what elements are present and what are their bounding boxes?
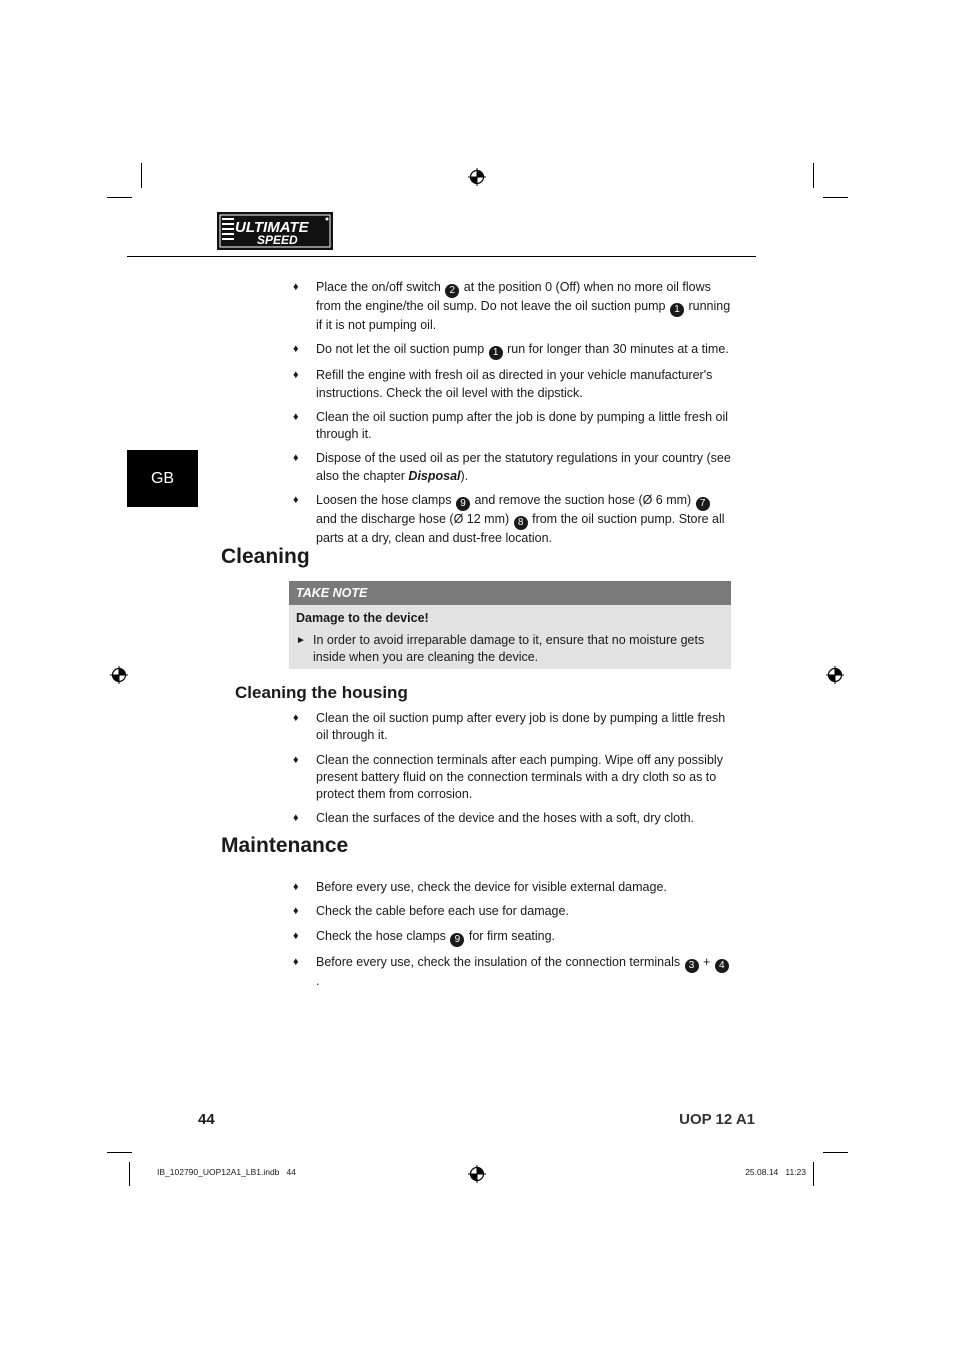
- brand-logo: [217, 212, 333, 250]
- diamond-bullet-icon: ♦: [293, 281, 299, 293]
- section-title-cleaning: Cleaning: [221, 545, 310, 568]
- part-number-badge: 1: [489, 346, 503, 360]
- diamond-bullet-icon: ♦: [293, 712, 299, 724]
- diamond-bullet-icon: ♦: [293, 881, 299, 893]
- registration-mark-icon: [468, 168, 486, 186]
- diamond-bullet-icon: ♦: [293, 494, 299, 507]
- registration-mark-icon: [110, 666, 128, 684]
- list-item: ♦ Clean the connection terminals after each pumping. Wipe off any possibly present battery fluid on the connection terminals with a dry cloth so as to protect them from corrosion.: [293, 752, 723, 802]
- language-tab: GB: [127, 450, 198, 507]
- part-number-badge: 3: [685, 959, 699, 973]
- diamond-bullet-icon: ♦: [293, 929, 299, 942]
- diamond-bullet-icon: ♦: [293, 452, 299, 465]
- take-note-box: [289, 581, 731, 669]
- part-number-badge: 8: [514, 516, 528, 530]
- list-item: ♦ Place the on/off switch 2 at the position 0 (Off) when no more oil flows from the engine/the oil sump. Do not leave the oil suction pump 1 running if it is not pumping oil.: [293, 280, 731, 332]
- part-number-badge: 4: [715, 959, 729, 973]
- part-number-badge: 2: [445, 284, 459, 298]
- diamond-bullet-icon: ♦: [293, 410, 299, 423]
- list-item: ♦ Do not let the oil suction pump 1 run for longer than 30 minutes at a time.: [293, 342, 729, 359]
- list-item: ♦ Before every use, check the device for visible external damage.: [293, 879, 733, 896]
- part-number-badge: 7: [696, 497, 710, 511]
- housing-bullet-list: [293, 710, 733, 835]
- list-item: ♦ Check the cable before each use for damage.: [293, 903, 733, 920]
- crop-mark: [107, 1152, 132, 1153]
- crop-mark: [823, 1152, 848, 1153]
- print-slug-date: 25.08.14 11:23: [745, 1167, 806, 1177]
- list-item: ♦ Before every use, check the insulation of the connection terminals 3 + 4.: [293, 954, 733, 990]
- model-name: UOP 12 A1: [679, 1111, 755, 1128]
- list-item: ♦ Check the hose clamps 9 for firm seating.: [293, 928, 556, 945]
- logo-text-ultimate: ULTIMATE: [235, 219, 309, 236]
- chapter-reference: Disposal: [408, 468, 461, 483]
- diamond-bullet-icon: ♦: [293, 369, 299, 382]
- part-number-badge: 9: [456, 497, 470, 511]
- crop-mark: [823, 197, 848, 198]
- list-item: ♦ Refill the engine with fresh oil as directed in your vehicle manufacturer's instructions. Check the oil level with the dipstick.: [293, 368, 713, 400]
- diamond-bullet-icon: ♦: [293, 955, 299, 968]
- registration-mark-icon: [468, 1165, 486, 1183]
- logo-text-speed: SPEED: [257, 233, 298, 247]
- diamond-bullet-icon: ♦: [293, 343, 299, 356]
- diamond-bullet-icon: ♦: [293, 905, 299, 918]
- subsection-title-cleaning-housing: Cleaning the housing: [235, 683, 408, 702]
- take-note-text-content: In order to avoid irreparable damage to it, ensure that no moisture gets inside when you are cleaning the device.: [313, 633, 705, 664]
- print-slug-file: IB_102790_UOP12A1_LB1.indb 44: [157, 1167, 296, 1177]
- diamond-bullet-icon: ♦: [293, 753, 299, 766]
- list-item: ♦ Dispose of the used oil as per the statutory regulations in your country (see also the chapter Disposal).: [293, 451, 731, 483]
- part-number-badge: 9: [450, 933, 464, 947]
- maintenance-bullet-list: [293, 879, 733, 997]
- diamond-bullet-icon: ♦: [293, 812, 299, 825]
- take-note-title: Damage to the device!: [296, 611, 429, 625]
- crop-mark: [129, 1162, 130, 1186]
- crop-mark: [141, 163, 142, 188]
- list-item: ♦ Clean the surfaces of the device and the hoses with a soft, dry cloth.: [293, 810, 733, 827]
- take-note-text: [296, 632, 733, 666]
- part-number-badge: 1: [670, 303, 684, 317]
- page-number: 44: [198, 1111, 215, 1128]
- intro-bullet-list: [293, 279, 733, 554]
- section-title-maintenance: Maintenance: [221, 834, 349, 857]
- crop-mark: [107, 197, 132, 198]
- header-rule: [127, 256, 756, 257]
- crop-mark: [813, 1162, 814, 1186]
- registration-mark-icon: [826, 666, 844, 684]
- list-item: ♦ Clean the oil suction pump after every job is done by pumping a little fresh oil through it.: [293, 711, 726, 743]
- list-item: ♦ Loosen the hose clamps 9 and remove the suction hose (Ø 6 mm) 7 and the discharge hose (Ø 12 mm) 8 from the oil suction pump. Store all parts at a dry, clean and dust-free location.: [293, 493, 725, 546]
- list-item: ♦ Clean the oil suction pump after the job is done by pumping a little fresh oil through it.: [293, 409, 729, 442]
- crop-mark: [813, 163, 814, 188]
- take-note-header: TAKE NOTE: [289, 581, 731, 605]
- arrow-right-icon: ►: [296, 635, 306, 646]
